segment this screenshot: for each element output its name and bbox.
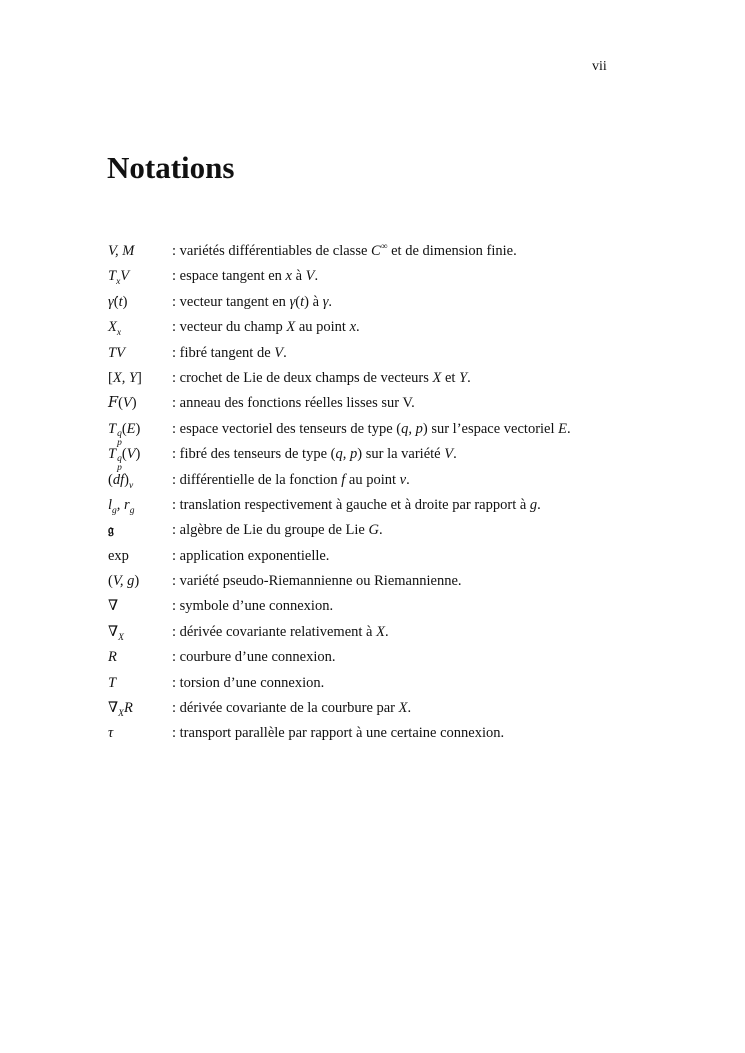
notation-row [108,700,571,725]
math-symbol: ( [121,420,127,437]
notation-symbol [108,345,172,362]
notation-description [172,649,335,666]
math-symbol: ) [131,395,137,412]
text-run: : dérivée covariante de la courbure par [172,700,399,717]
math-symbol: t [300,293,305,310]
math-symbol: ( [113,293,119,310]
math-superscript: q [117,454,122,465]
math-symbol: T [108,674,117,691]
text-run: . [453,446,457,463]
math-symbol: ) [422,420,428,437]
math-symbol: V [120,268,130,285]
text-run: sur l’espace vectoriel [427,420,559,437]
notation-description [172,243,517,260]
notation-description [172,446,457,463]
text-run: : fibré des tenseurs de type [172,446,331,463]
math-symbol: V, M [108,243,135,259]
math-subscript: X [118,632,124,643]
math-symbol: [ [108,369,113,386]
math-symbol: ( [295,293,301,310]
math-symbol: ( [108,471,113,488]
notation-description [172,624,389,641]
notation-description [172,573,462,590]
math-symbol: q, p [401,420,423,437]
math-symbol: C [371,243,381,259]
text-run: et [441,369,460,386]
math-symbol: ( [396,420,402,437]
text-run: : vecteur du champ [172,319,287,336]
text-run: au point [345,471,400,488]
math-subscript: g [129,505,135,516]
notation-row [108,598,571,623]
notation-symbol [108,725,172,742]
math-symbol: ∇ [108,623,119,640]
text-run: . [467,369,471,386]
notation-symbol [108,598,172,615]
text-run: sur la variété [362,446,445,463]
text-run: . [537,496,541,513]
text-run: : symbole d’une connexion. [172,598,334,615]
notation-symbol [108,675,172,692]
notation-row [108,395,571,420]
notation-symbol [108,700,172,717]
math-symbol: γ̇ [108,293,114,310]
notation-description [172,675,324,692]
math-symbol: ) [135,420,141,437]
math-superscript: q [117,428,122,439]
math-symbol: ) [124,471,129,488]
math-symbol: E [126,420,136,437]
math-symbol: v [399,471,407,488]
notation-row [108,675,571,700]
math-symbol: l [108,496,113,513]
math-symbol: V [274,344,284,361]
notation-symbol [108,370,172,387]
notation-symbol [108,649,172,666]
notation-description [172,725,504,742]
notation-description [172,700,411,717]
math-symbol: , r [116,496,130,513]
math-symbol: ( [330,446,336,463]
text-run: au point [295,319,350,336]
text-run: . [406,471,410,488]
text-run: et de dimension finie. [387,243,517,259]
text-run: . [567,420,571,437]
math-symbol: G [368,522,379,539]
text-run: : algèbre de Lie du groupe de Lie [172,522,369,539]
text-run: : torsion d’une connexion. [172,674,325,691]
math-subscript: x [116,277,121,288]
notation-row [108,294,571,319]
notation-symbol [108,446,172,473]
math-symbol: g [529,496,538,513]
text-run: : translation respectivement à gauche et à droite par rapport à [172,496,530,513]
text-run: à [309,293,323,310]
math-symbol: X [432,369,442,386]
notation-symbol [108,548,172,565]
notation-description [172,345,287,362]
math-symbol: 𝔤 [108,523,114,539]
math-symbol: V [122,395,132,412]
math-symbol: ) [134,573,140,590]
notation-symbol [108,268,172,288]
text-run: : crochet de Lie de deux champs de vecteurs [172,369,433,386]
math-symbol: df [112,471,125,488]
notation-symbol [108,624,172,641]
notation-row [108,319,571,344]
notation-description [172,548,329,565]
text-run: : vecteur tangent en [172,293,290,310]
math-symbol: V, g [112,573,135,590]
text-run: : différentielle de la fonction [172,471,342,488]
text-run: : anneau des fonctions réelles lisses sur V. [172,395,415,412]
notation-description [172,370,471,387]
text-run: . [384,623,389,640]
text-run: : variétés différentiables de classe [172,243,372,259]
text-run: . [407,700,412,717]
math-symbol: ∇ [108,598,119,615]
notation-row [108,268,571,293]
notation-symbol [108,573,172,590]
math-superscript: ∞ [380,242,388,253]
notation-description [172,319,360,336]
notation-row [108,446,571,474]
math-symbol: T [108,420,117,437]
math-symbol: ) [135,446,141,463]
math-symbol: ) [304,293,309,310]
text-run: à [291,268,306,285]
math-symbol: ∇ [108,700,119,717]
math-symbol: X [108,319,117,336]
math-subscript: g [112,505,117,516]
math-symbol: T [108,446,117,463]
notation-symbol [108,421,172,448]
text-run: : application exponentielle. [172,547,330,564]
notation-row [108,421,571,446]
math-subscript: X [118,708,124,719]
math-symbol: exp [108,547,129,564]
math-symbol: γ [289,293,296,310]
math-symbol: ) [357,446,363,463]
notation-description [172,268,318,285]
page-number: vii [592,59,607,74]
notation-description [172,472,410,489]
notation-description [172,522,383,539]
math-symbol: f [341,471,346,488]
math-symbol: ] [137,369,142,386]
math-symbol: ( [118,395,123,412]
math-symbol: E [558,420,567,437]
notation-symbol [108,522,172,539]
notation-symbol [108,243,172,260]
notation-row [108,370,571,395]
math-symbol: x [285,268,292,285]
math-symbol: ( [121,446,127,463]
notation-symbol [108,497,172,514]
math-symbol: Y [459,369,468,386]
math-symbol: γ [322,293,329,310]
math-symbol: ( [108,573,113,590]
math-symbol: X, Y [112,369,138,386]
notation-row [108,522,571,547]
math-symbol: TV [108,344,125,361]
page-title: Notations [107,150,235,185]
math-subscript: p [117,437,122,448]
math-symbol: F [108,395,119,412]
notation-symbol [108,395,172,412]
math-subscript: p [117,463,122,474]
notation-description [172,294,332,311]
math-symbol: X [398,700,408,717]
notation-description [172,421,571,438]
notation-row [108,345,571,370]
text-run: . [283,344,287,361]
text-run: : dérivée covariante relativement à [172,623,377,640]
math-symbol: V [126,446,136,463]
math-symbol: X [376,623,385,640]
math-subscript: x [116,328,122,339]
notation-row [108,243,571,268]
notation-description [172,395,415,412]
text-run: : fibré tangent de [172,344,275,361]
text-run: : courbure d’une connexion. [172,649,336,666]
math-symbol: t [118,293,123,310]
math-symbol: ) [122,293,128,310]
math-symbol: V [305,268,315,285]
math-symbol: q, p [335,446,358,463]
text-run: : espace tangent en [172,268,286,285]
text-run: . [328,293,333,310]
math-symbol: τ [108,725,114,742]
math-subscript: v [128,480,134,491]
math-symbol: R [108,649,117,666]
notation-symbol [108,294,172,311]
text-run: : variété pseudo-Riemannienne ou Riemannienne. [172,573,462,590]
notation-description [172,598,333,615]
math-symbol: V [444,446,454,463]
notation-list [108,243,571,751]
math-symbol: X [286,319,296,336]
text-run: . [314,268,319,285]
notation-symbol [108,472,172,489]
text-run: : espace vectoriel des tenseurs de type [172,420,397,437]
notation-row [108,649,571,674]
notation-row [108,725,571,750]
text-run: . [356,319,360,336]
text-run: : transport parallèle par rapport à une certaine connexion. [172,725,505,742]
notation-row [108,497,571,522]
notation-row [108,624,571,649]
math-symbol: T [108,268,117,285]
notation-row [108,548,571,573]
math-symbol: R [123,700,133,717]
notation-symbol [108,319,172,339]
notation-description [172,497,541,514]
notation-row [108,573,571,598]
notation-row [108,472,571,497]
text-run: . [378,522,383,539]
math-symbol: x [349,319,357,336]
